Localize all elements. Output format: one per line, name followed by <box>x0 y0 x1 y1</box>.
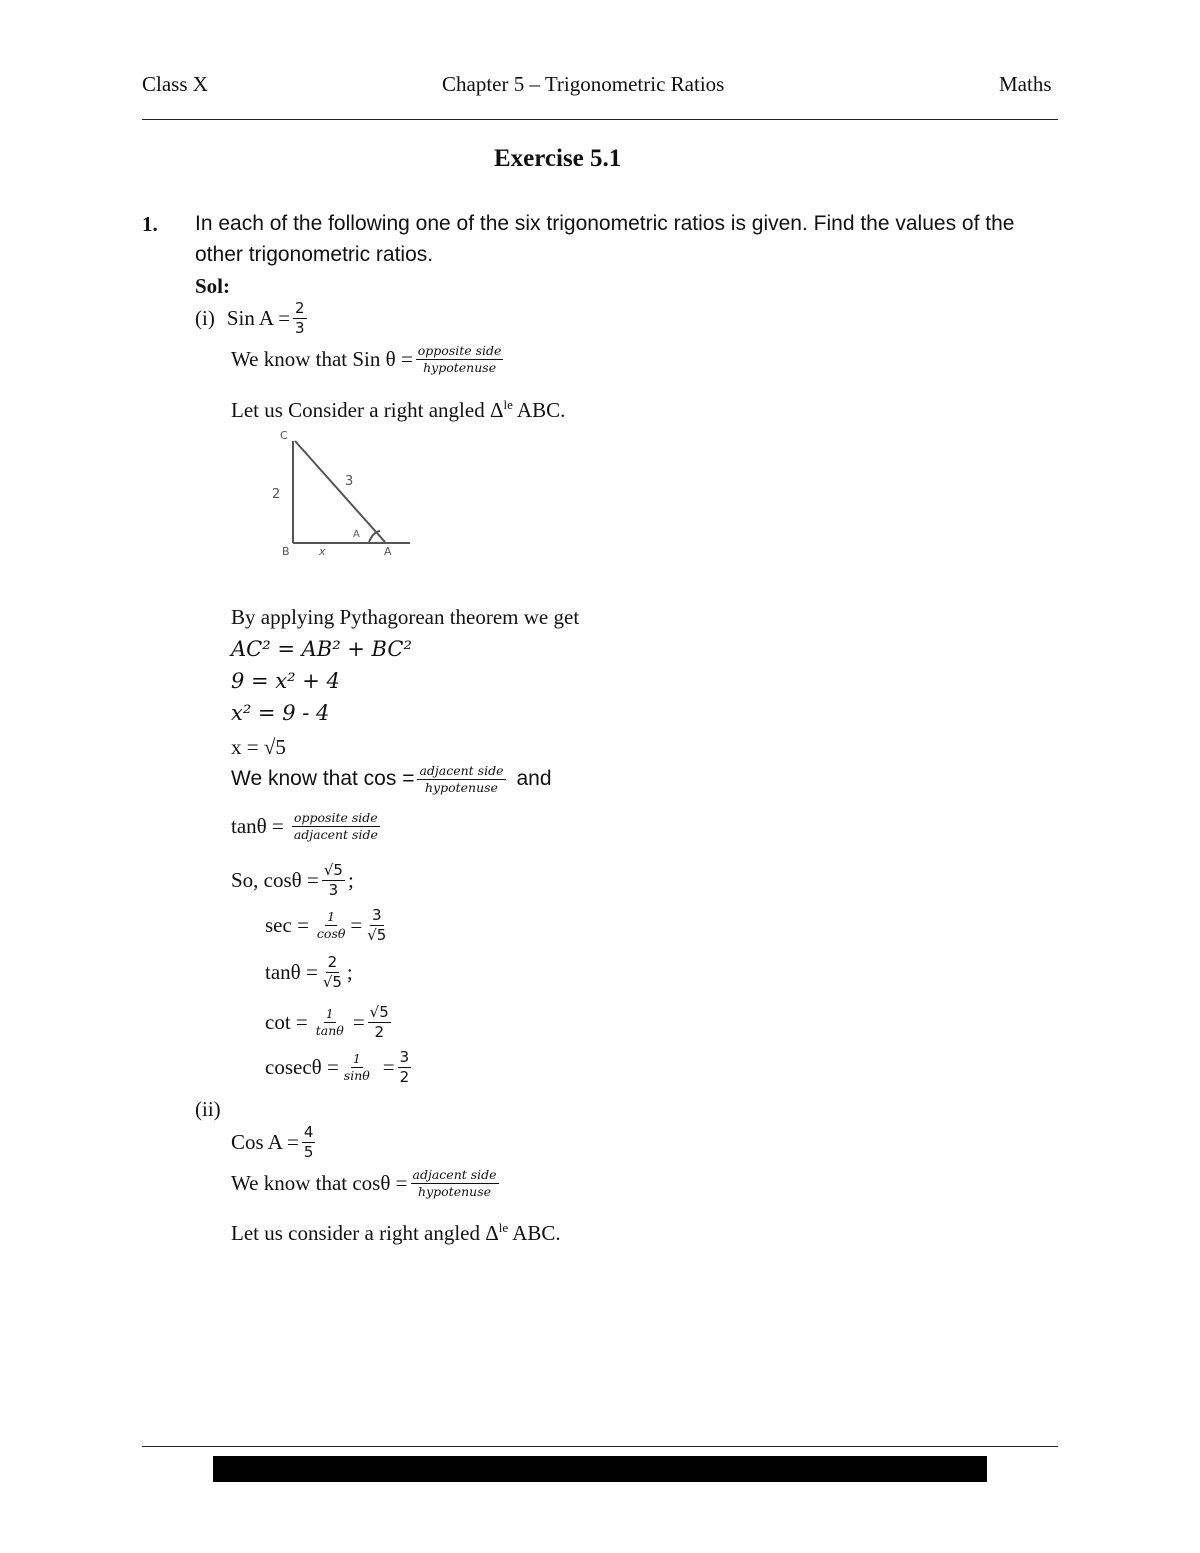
fraction-numerator: 1 <box>325 1005 334 1021</box>
tan-def-fraction <box>292 811 380 842</box>
consider-sup: le <box>503 397 513 412</box>
part-i-consider <box>231 397 565 423</box>
know-cos-text: We know that cosθ = <box>231 1170 408 1195</box>
so-cos-text: So, cosθ = <box>231 867 319 892</box>
know-sin-text: We know that Sin θ = <box>231 346 413 371</box>
header-right: Maths <box>999 72 1052 96</box>
fraction-denominator: √5 <box>322 972 342 991</box>
part-i-know-sin <box>231 344 506 375</box>
equation-3: x² = 9 - 4 <box>231 701 330 725</box>
part-ii-given-fraction <box>302 1124 316 1160</box>
label-side-3: 3 <box>345 474 354 489</box>
fraction-denominator: hypotenuse <box>424 779 498 795</box>
cosec-line <box>265 1049 414 1085</box>
consider-text: Let us Consider a right angled Δ <box>231 398 504 422</box>
fraction-numerator: 1 <box>327 908 336 924</box>
fraction-denominator: 5 <box>303 1142 314 1161</box>
know-cos-text: We know that cos = <box>231 767 415 791</box>
part-ii-given <box>231 1124 318 1160</box>
semicolon: ; <box>347 867 354 892</box>
sec-fraction-1 <box>315 910 347 941</box>
header-center: Chapter 5 – Trigonometric Ratios <box>442 72 725 96</box>
fraction-numerator: 2 <box>295 299 305 317</box>
question-line-2: other trigonometric ratios. <box>195 243 434 266</box>
fraction-numerator: adjacent side <box>412 1167 497 1182</box>
fraction-numerator: opposite side <box>293 810 378 825</box>
tan-definition <box>231 811 383 842</box>
fraction-denominator: hypotenuse <box>423 359 497 375</box>
fraction-numerator: 1 <box>352 1050 361 1066</box>
fraction-denominator: hypotenuse <box>418 1183 492 1199</box>
fraction-denominator: cosθ <box>316 925 346 941</box>
equation-1: AC² = AB² + BC² <box>231 637 412 661</box>
fraction-numerator: √5 <box>323 861 343 879</box>
angle-arc <box>369 531 380 542</box>
so-cos-line <box>231 862 354 898</box>
part-i-given <box>195 300 310 336</box>
know-cos-fraction <box>417 764 505 795</box>
equation-2: 9 = x² + 4 <box>231 669 340 693</box>
sec-line <box>265 907 391 943</box>
so-cos-fraction <box>322 862 345 898</box>
sec-fraction-2 <box>365 907 388 943</box>
fraction-denominator: sinθ <box>343 1067 370 1083</box>
fraction-numerator: 3 <box>372 906 382 924</box>
tan-fraction <box>321 954 344 990</box>
fraction-denominator: 3 <box>328 880 339 899</box>
hypotenuse-line <box>295 441 385 542</box>
know-cos-line <box>231 764 552 795</box>
label-side-2: 2 <box>272 487 281 502</box>
cot-text: cot = <box>265 1009 308 1034</box>
cot-fraction-2 <box>368 1004 391 1040</box>
equals: = <box>382 1054 395 1079</box>
tan-text: tanθ = <box>265 959 318 984</box>
fraction-numerator: opposite side <box>417 343 502 358</box>
semicolon: ; <box>346 959 353 984</box>
pythagoras-text: By applying Pythagorean theorem we get <box>231 605 580 629</box>
cot-line <box>265 1004 394 1040</box>
consider-text: Let us consider a right angled Δ <box>231 1221 499 1245</box>
part-i-given-fraction <box>293 300 307 336</box>
fraction-numerator: 4 <box>303 1123 314 1141</box>
fraction-denominator: 2 <box>399 1067 410 1086</box>
cot-fraction-1 <box>314 1007 346 1038</box>
label-a: A <box>384 545 392 558</box>
fraction-numerator: √5 <box>369 1003 389 1021</box>
sol-label: Sol: <box>195 274 231 298</box>
cosec-fraction-2 <box>398 1049 412 1085</box>
triangle-figure <box>265 428 425 560</box>
label-angle-a: A <box>353 529 360 540</box>
equation-4: x = √5 <box>231 735 286 759</box>
part-i-label: (i) <box>195 305 215 330</box>
label-b: B <box>282 545 290 558</box>
header-rule <box>142 119 1058 120</box>
cosec-text: cosecθ = <box>265 1054 339 1079</box>
fraction-denominator: tanθ <box>315 1022 344 1038</box>
fraction-numerator: 3 <box>399 1048 410 1066</box>
footer-rule <box>142 1446 1058 1447</box>
part-ii-consider <box>231 1220 561 1246</box>
fraction-denominator: √5 <box>367 925 387 944</box>
part-ii-label: (ii) <box>195 1097 221 1121</box>
tan-def-text: tanθ = <box>231 813 284 838</box>
header-left: Class X <box>142 72 208 96</box>
tan-line <box>265 954 353 990</box>
know-sin-fraction <box>416 344 504 375</box>
part-i-given-text: Sin A = <box>226 305 291 330</box>
fraction-denominator: 2 <box>374 1022 384 1041</box>
equals: = <box>350 912 363 937</box>
label-c: C <box>280 429 288 442</box>
fraction-numerator: adjacent side <box>419 763 504 778</box>
page-title: Exercise 5.1 <box>494 145 622 172</box>
part-ii-given-text: Cos A = <box>231 1129 299 1154</box>
know-cos-fraction <box>411 1168 499 1199</box>
fraction-denominator: adjacent side <box>293 826 378 842</box>
label-x: x <box>319 545 326 558</box>
consider-sup: le <box>498 1220 509 1235</box>
question-line-1: In each of the following one of the six trigonometric ratios is given. Find the values of the <box>195 212 1015 235</box>
cosec-fraction-1 <box>342 1052 372 1083</box>
part-ii-know-cos <box>231 1168 502 1199</box>
and-text: and <box>516 767 552 791</box>
footer-bar <box>213 1456 987 1482</box>
fraction-denominator: 3 <box>295 318 305 337</box>
equals: = <box>352 1009 365 1034</box>
consider-end: ABC. <box>512 398 566 422</box>
question-number: 1. <box>142 212 158 236</box>
fraction-numerator: 2 <box>327 953 338 971</box>
sec-text: sec = <box>265 912 309 937</box>
consider-end: ABC. <box>508 1221 561 1245</box>
